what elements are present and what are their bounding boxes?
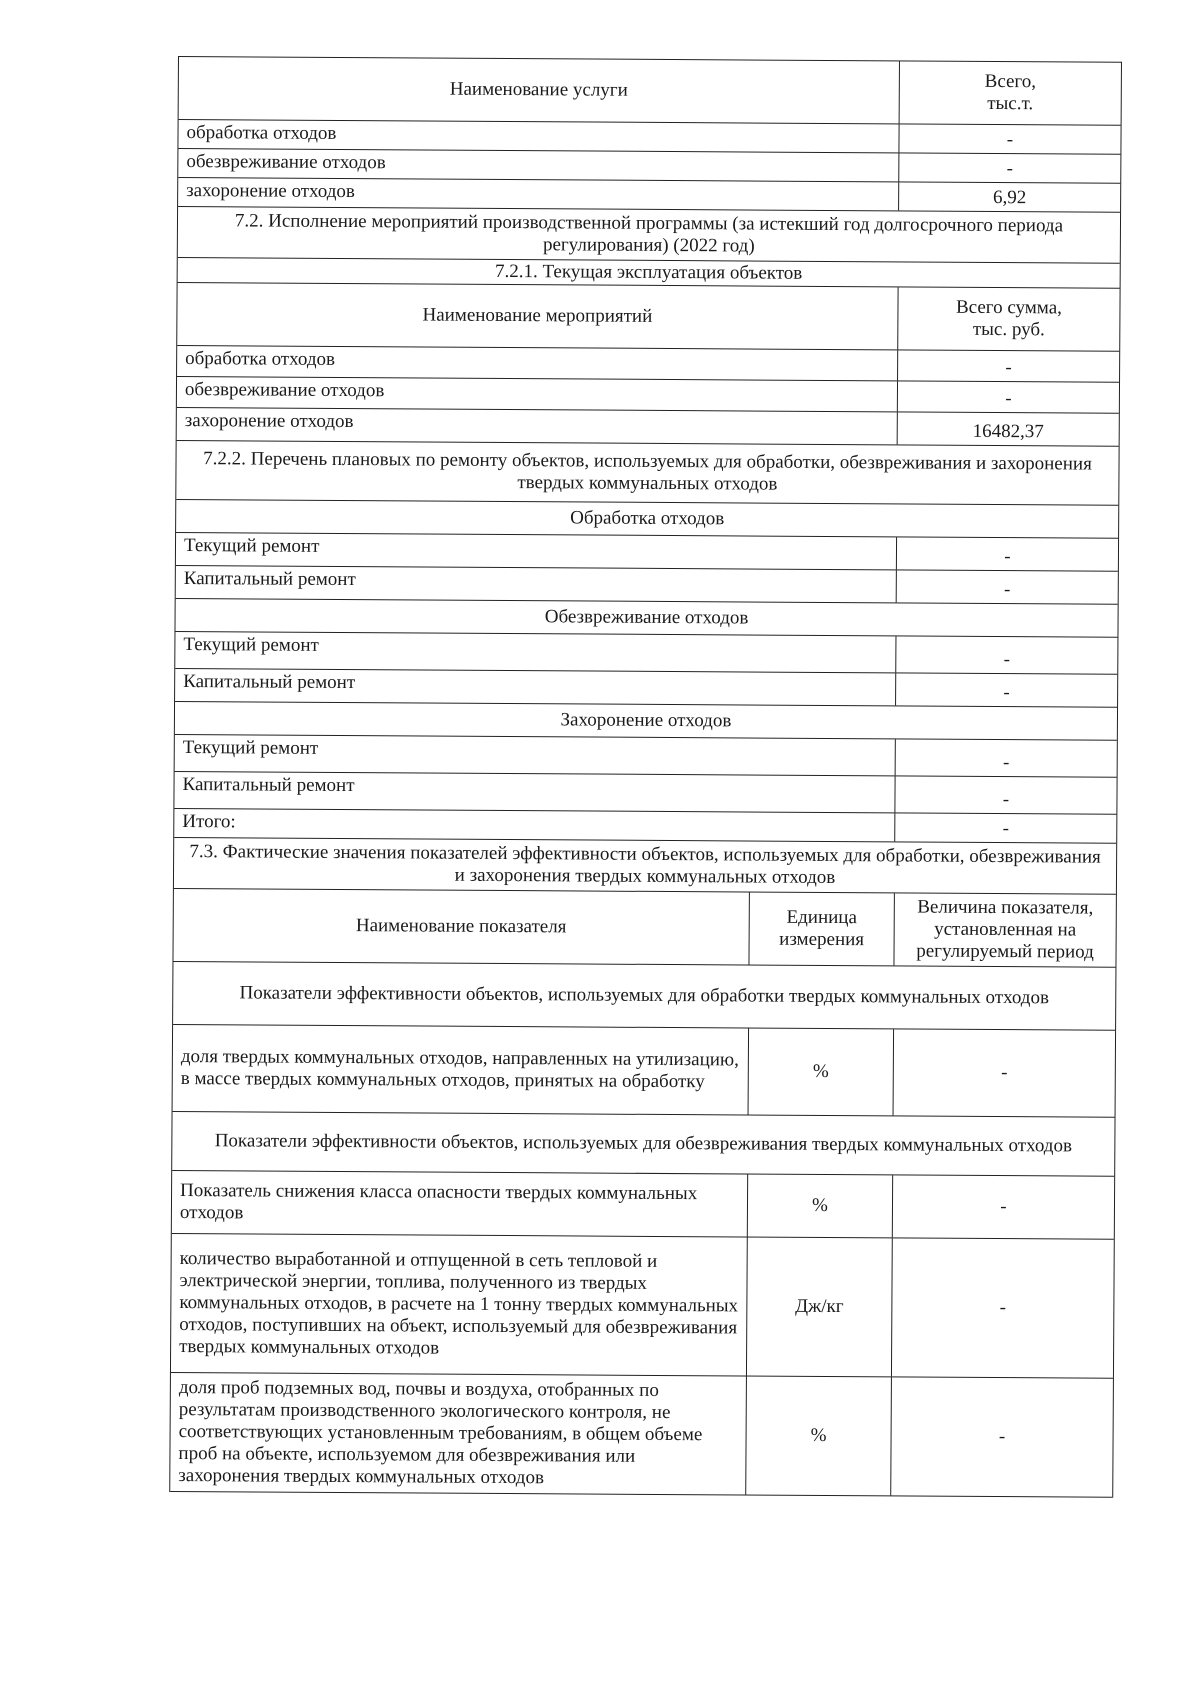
t1-row-name: захоронение отходов: [186, 180, 356, 203]
repair-row: [175, 632, 1117, 675]
indicator-group-title-row: [173, 962, 1115, 1031]
t1-row-name: обработка отходов: [186, 122, 337, 144]
indicator-value: -: [890, 1377, 1113, 1496]
repair-row-name: Текущий ремонт: [183, 634, 319, 656]
t1-row-value: -: [898, 124, 1120, 153]
t3-col-unit: Единица измерения: [748, 893, 893, 966]
t1-col-total: Всего, тыс.т.: [899, 61, 1121, 124]
repair-row-name: Капитальный ремонт: [183, 671, 356, 694]
repair-row-name: Капитальный ремонт: [182, 774, 355, 797]
repair-row: [174, 772, 1116, 815]
t1-row-value: -: [898, 153, 1120, 182]
indicator-unit: %: [747, 1174, 892, 1237]
repair-row-name: Текущий ремонт: [182, 737, 319, 759]
indicator-row: [173, 1025, 1116, 1118]
section-7-2-1-title: 7.2.1. Текущая эксплуатация объектов: [494, 260, 803, 284]
repair-row-value: -: [895, 739, 1117, 776]
section-7-2-title-row: [178, 207, 1120, 264]
t2-header-row: [177, 283, 1119, 352]
indicator-name: доля проб подземных вод, почвы и воздуха, отобранных по результатам производственного экологического контроля, не соответствующих установленным требованиям, в общем объеме проб на объекте, используемом для обезвреживания или захоронения твердых коммунальных отходов: [178, 1377, 703, 1489]
repair-row-value: -: [895, 636, 1117, 673]
t2-col-total: Всего сумма, тыс. руб.: [897, 287, 1119, 350]
indicator-name: количество выработанной и отпущенной в сеть тепловой и электрической энергии, топлива, полученного из твердых коммунальных отходов, в расчете на 1 тонну твердых коммунальных отходов, поступивших на объект, используемый для обезвреживания твердых коммунальных отходов: [179, 1248, 739, 1359]
t2-col-name: Наименование мероприятий: [422, 304, 653, 327]
repair-row-value: -: [896, 570, 1118, 603]
t3-header-row: [173, 889, 1115, 968]
t2-row-name: захоронение отходов: [184, 410, 354, 433]
indicator-value: -: [891, 1238, 1114, 1377]
indicator-unit: Дж/кг: [746, 1237, 892, 1376]
t3-col-name: Наименование показателя: [355, 915, 567, 938]
t2-row-name: обработка отходов: [185, 348, 336, 370]
repair-group-title: Захоронение отходов: [560, 709, 732, 732]
indicator-group-title: Показатели эффективности объектов, используемых для обезвреживания твердых коммунальных отходов: [214, 1130, 1073, 1157]
t2-row-value: -: [897, 381, 1119, 412]
indicator-row: [171, 1234, 1114, 1379]
indicator-group-title: Показатели эффективности объектов, используемых для обработки твердых коммунальных отходов: [239, 982, 1050, 1009]
indicator-group-title-row: [172, 1112, 1114, 1177]
repair-row-value: -: [894, 776, 1116, 813]
section-7-3-title: 7.3. Фактические значения показателей эффективности объектов, используемых для обработки, обезвреживания и захоронения твердых коммунальных отходов: [189, 841, 1101, 889]
indicator-value: -: [893, 1029, 1116, 1116]
indicator-unit: %: [745, 1376, 891, 1495]
indicator-unit: %: [748, 1029, 894, 1116]
repair-group-title: Обезвреживание отходов: [544, 606, 749, 629]
repair-row-value: -: [896, 537, 1118, 570]
repair-group-title: Обработка отходов: [570, 507, 725, 530]
section-7-2-2-title: 7.2.2. Перечень плановых по ремонту объектов, используемых для обработки, обезвреживания и захоронения твердых коммунальных отходов: [203, 448, 1092, 495]
section-7-2-2-title-row: [176, 441, 1118, 506]
indicator-row: [170, 1373, 1113, 1498]
t2-row-name: обезвреживание отходов: [184, 379, 385, 402]
report-table: [169, 56, 1122, 1498]
repair-row-name: Капитальный ремонт: [183, 568, 356, 591]
t2-row-value: -: [897, 350, 1119, 381]
repair-total-value: -: [894, 813, 1116, 842]
t2-row-value: 16482,37: [897, 412, 1119, 445]
indicator-name: доля твердых коммунальных отходов, направленных на утилизацию, в массе твердых коммунальных отходов, принятых на обработку: [180, 1046, 739, 1093]
section-7-2-title: 7.2. Исполнение мероприятий производственной программы (за истекший год долгосрочного периода регулирования) (2022 год): [234, 210, 1064, 257]
section-7-3-title-row: [174, 838, 1116, 895]
t1-col-name: Наименование услуги: [449, 78, 628, 101]
t1-header-row: [179, 57, 1121, 126]
t1-row-value: 6,92: [898, 182, 1120, 211]
repair-row-value: -: [895, 673, 1117, 706]
indicator-value: -: [892, 1175, 1114, 1238]
t1-row-name: обезвреживание отходов: [186, 151, 386, 174]
repair-total-label: Итого:: [182, 811, 236, 833]
repair-row-name: Текущий ремонт: [183, 535, 320, 557]
repair-row: [175, 735, 1117, 778]
indicator-row: [172, 1171, 1114, 1240]
indicator-name: Показатель снижения класса опасности твердых коммунальных отходов: [179, 1180, 698, 1224]
t3-col-value: Величина показателя, установленная на регулируемый период: [893, 893, 1115, 966]
